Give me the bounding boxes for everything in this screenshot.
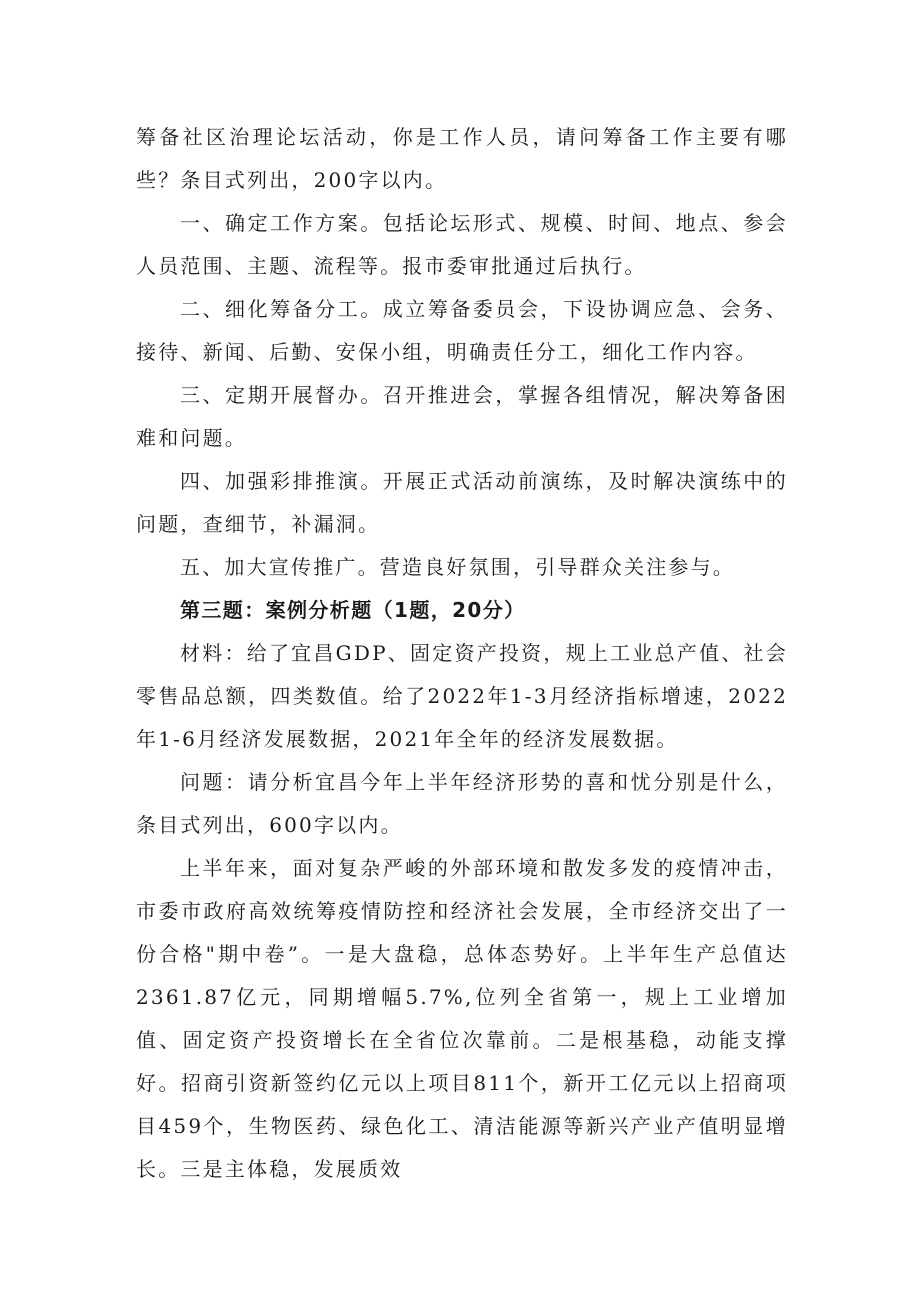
answer-item-1: 一、确定工作方案。包括论坛形式、规模、时间、地点、参会人员范围、主题、流程等。报市委审批通过后执行。 <box>136 211 788 278</box>
answer-item-4: 四、加强彩排推演。开展正式活动前演练，及时解决演练中的问题，查细节，补漏洞。 <box>136 469 788 536</box>
answer-item-2: 二、细化筹备分工。成立筹备委员会，下设协调应急、会务、接待、新闻、后勤、安保小组，明确责任分工，细化工作内容。 <box>136 297 788 364</box>
answer-paragraph: 上半年来，面对复杂严峻的外部环境和散发多发的疫情冲击，市委市政府高效统筹疫情防控和经济社会发展，全市经济交出了一份合格"期中卷”。一是大盘稳，总体态势好。上半年生产总值达2361.87亿元，同期增幅5.7%,位列全省第一，规上工业增加值、固定资产投资增长在全省位次靠前。二是根基稳，动能支撑好。招商引资新签约亿元以上项目811个，新开工亿元以上招商项目459个，生物医药、绿色化工、清洁能源等新兴产业产值明显增长。三是主体稳，发展质效 <box>136 856 788 1181</box>
question-paragraph: 问题：请分析宜昌今年上半年经济形势的喜和忧分别是什么，条目式列出，600字以内。 <box>136 770 788 837</box>
question-intro: 筹备社区治理论坛活动，你是工作人员，请问筹备工作主要有哪些？条目式列出，200字以内。 <box>136 125 788 192</box>
material-paragraph: 材料：给了宜昌GDP、固定资产投资，规上工业总产值、社会零售品总额，四类数值。给了2022年1-3月经济指标增速，2022年1-6月经济发展数据，2021年全年的经济发展数据。 <box>136 641 788 751</box>
answer-item-3: 三、定期开展督办。召开推进会，掌握各组情况，解决筹备困难和问题。 <box>136 383 788 450</box>
answer-item-5: 五、加大宣传推广。营造良好氛围，引导群众关注参与。 <box>180 555 735 579</box>
section-heading: 第三题：案例分析题（1题，20分） <box>180 598 526 622</box>
document-body <box>136 116 788 1191</box>
